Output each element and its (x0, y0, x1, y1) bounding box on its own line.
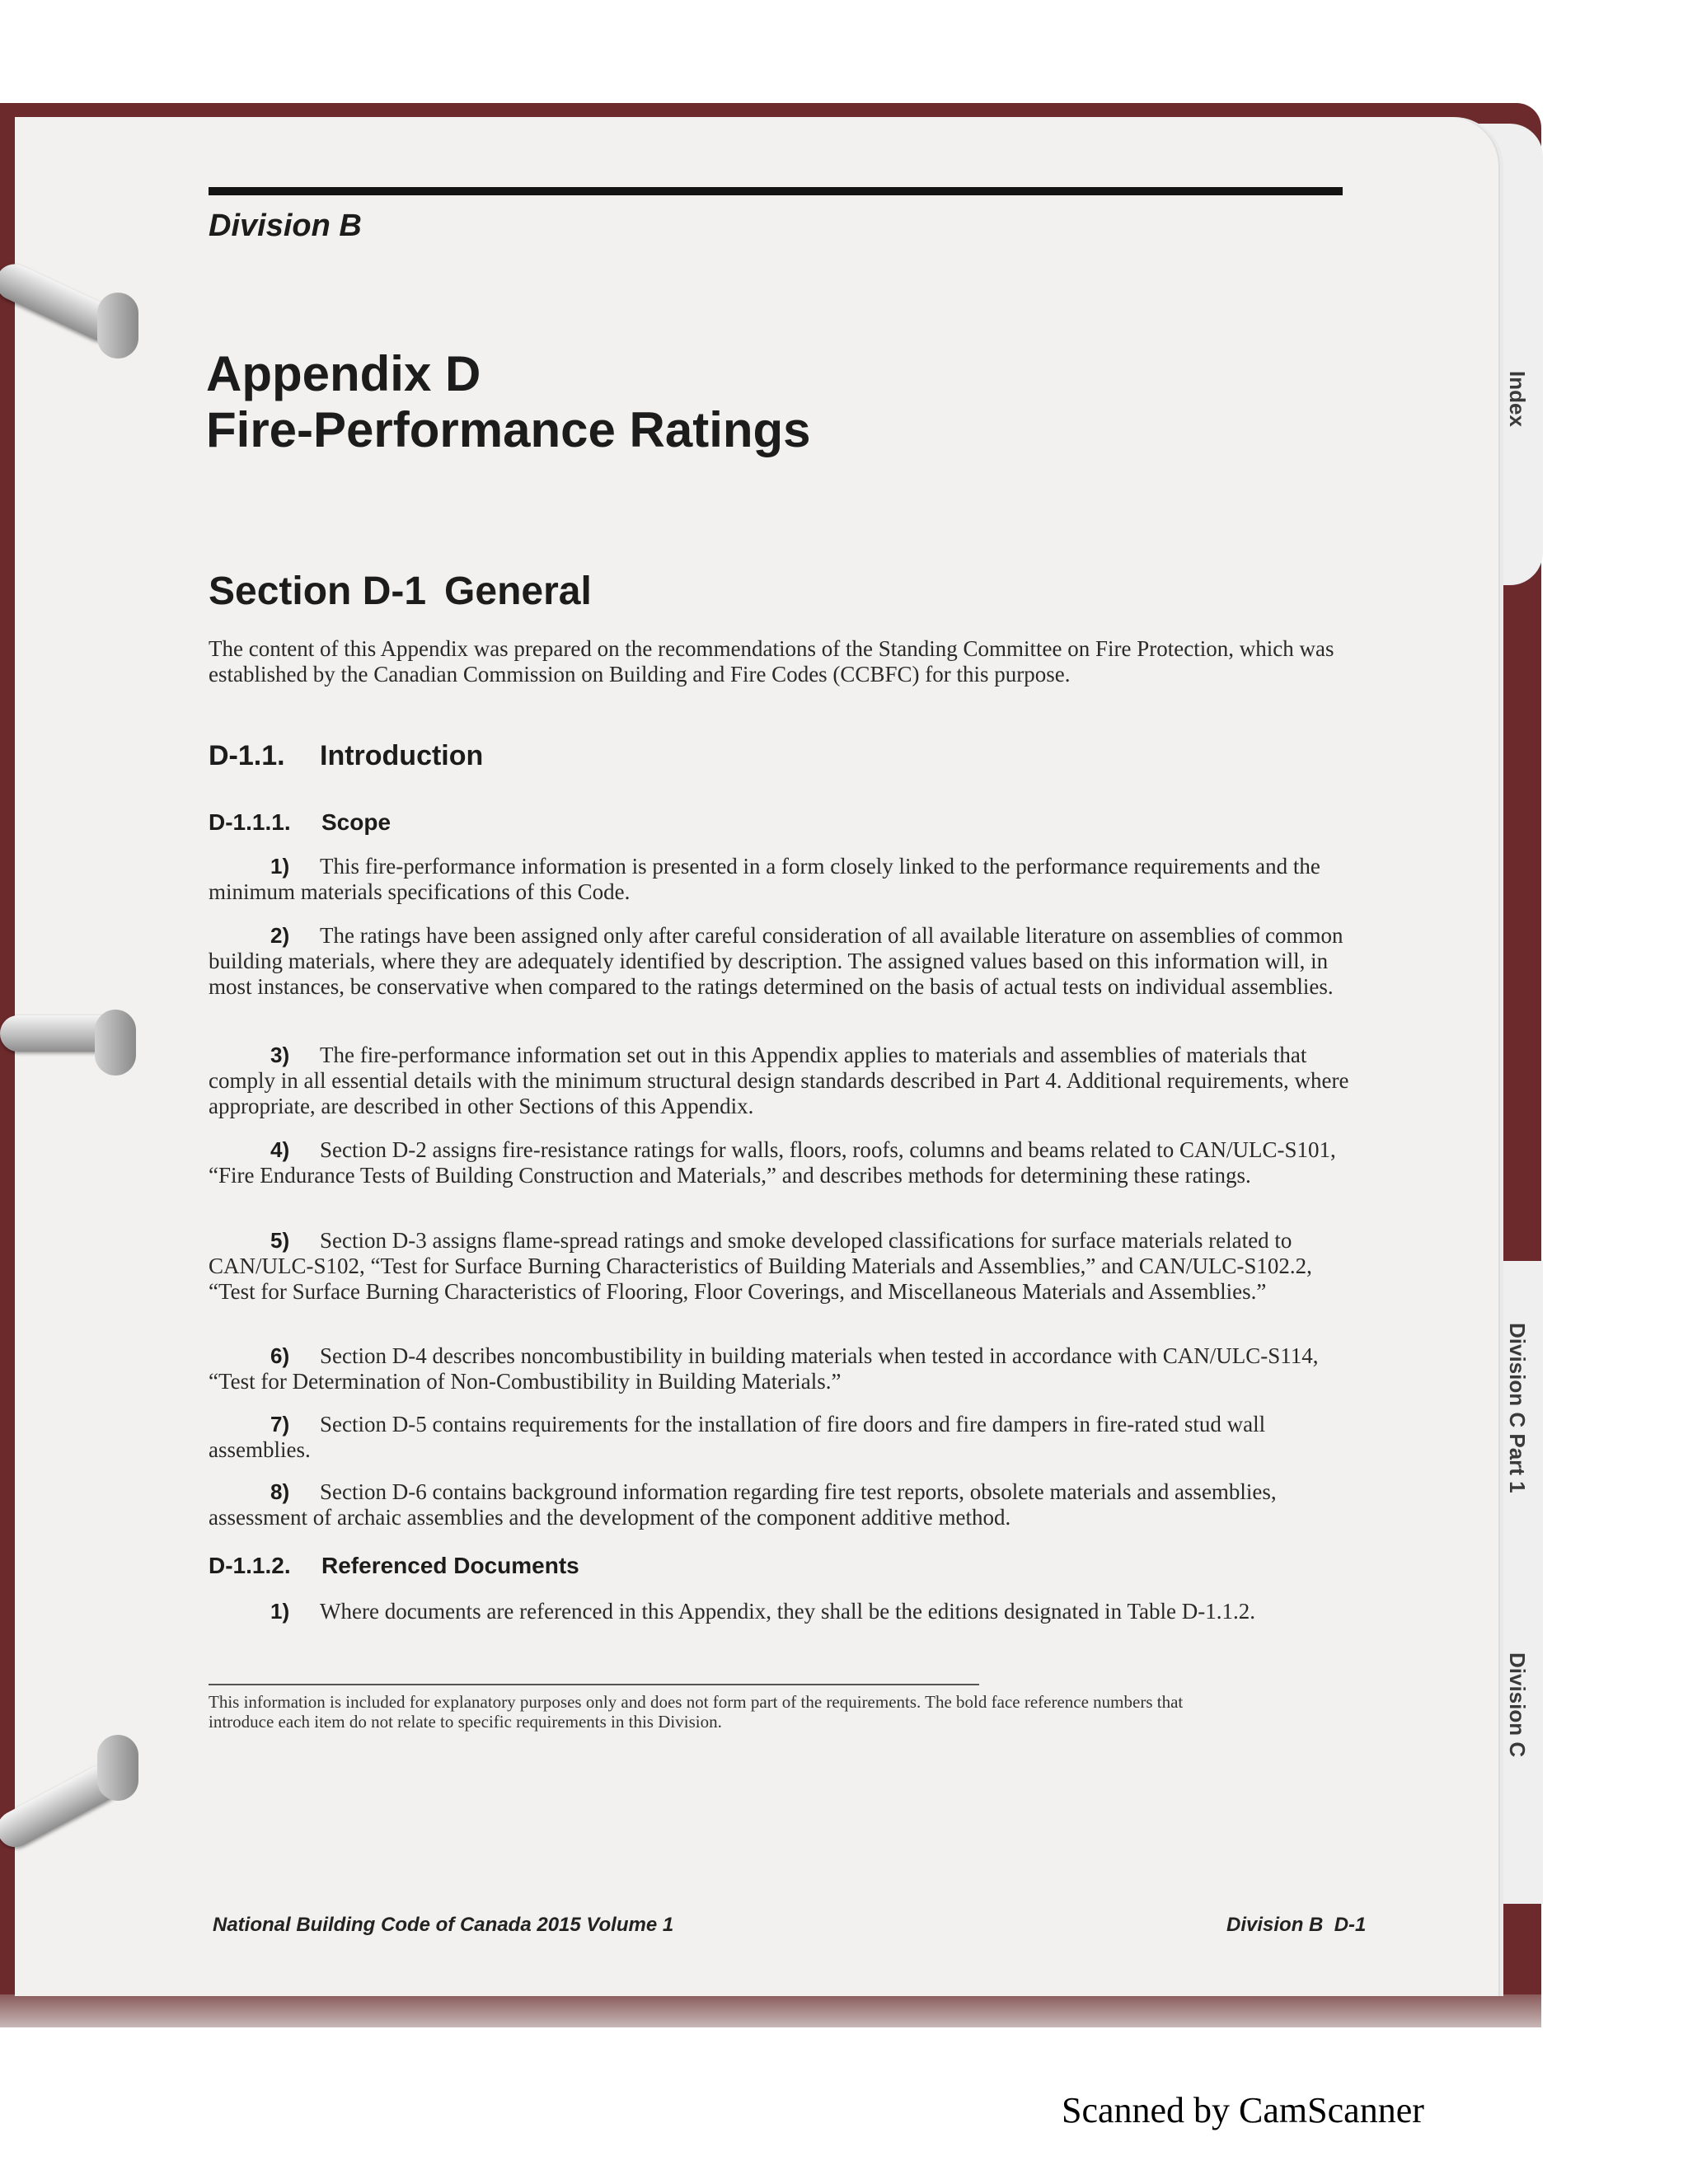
section-number: Section D-1 (209, 569, 427, 613)
refdocs-clause-1 (209, 1599, 1362, 1624)
scope-clause-3 (209, 1043, 1362, 1119)
clause-number: 4) (270, 1137, 290, 1162)
subsection-heading-scope (209, 809, 391, 836)
clause-text: The ratings have been assigned only after careful consideration of all available literature on assemblies of common building materials, where they are adequately identified by description. The assigned values based on this information will, in most instances, be conservative when compared to the ratings determined on the basis of actual tests on individual assemblies. (209, 923, 1343, 999)
tab-label-division-c-part2[interactable] (1479, 1652, 1529, 1817)
scope-clause-4 (209, 1137, 1362, 1188)
article-heading-introduction (209, 740, 483, 772)
clause-text: Section D-4 describes noncombustibility in building materials when tested in accordance with CAN/ULC-S114, “Test for Determination of Non-Combustibility in Building Materials.” (209, 1343, 1319, 1394)
binder-ring-bottom-end (97, 1735, 138, 1801)
scope-clause-6 (209, 1343, 1362, 1394)
scope-clause-7 (209, 1412, 1362, 1463)
header-rule (209, 187, 1343, 195)
scanner-watermark: Scanned by CamScanner (1062, 2090, 1424, 2130)
appendix-title-line2: Fire-Performance Ratings (206, 402, 811, 457)
clause-number: 5) (270, 1228, 290, 1253)
footnote: This information is included for explanatory purposes only and does not form part of the requirements. The bold face reference numbers that introduce each item do not relate to specific requirements in this Division. (209, 1692, 1184, 1732)
scope-clause-1 (209, 854, 1362, 905)
running-footer-right: Division B D-1 (1226, 1914, 1367, 1936)
clause-number: 8) (270, 1479, 290, 1504)
binder-ring-middle-end (95, 1010, 136, 1076)
scope-clause-2 (209, 923, 1362, 1000)
tab-part1-text: Part 1 (1505, 1433, 1530, 1493)
tab-label-index[interactable] (1479, 371, 1529, 470)
running-header-division: Division B (209, 209, 362, 243)
subsection-title: Scope (321, 809, 392, 835)
binder-ring-top-end (97, 293, 138, 359)
article-number: D-1.1. (209, 740, 285, 771)
article-title: Introduction (320, 740, 484, 771)
tab-division-c-text-2: Division C (1505, 1652, 1530, 1758)
subsection-number: D-1.1.1. (209, 809, 291, 835)
clause-number: 3) (270, 1043, 290, 1067)
clause-number: 1) (270, 854, 290, 879)
intro-paragraph: The content of this Appendix was prepared on the recommendations of the Standing Committee on Fire Protection, which was established by the Canadian Commission on Building and Fire Codes (CCBFC) for this purpose. (209, 636, 1334, 687)
clause-number: 7) (270, 1412, 290, 1436)
clause-text: This fire-performance information is presented in a form closely linked to the performance requirements and the minimum materials specifications of this Code. (209, 854, 1320, 904)
clause-text: Section D-5 contains requirements for the installation of fire doors and fire dampers in fire-rated stud wall assemblies. (209, 1412, 1266, 1462)
appendix-title-line1: Appendix D (206, 346, 481, 401)
scope-clause-8 (209, 1479, 1362, 1530)
section-heading (209, 569, 592, 614)
clause-number: 6) (270, 1343, 290, 1368)
footnote-rule (209, 1684, 979, 1685)
clause-number: 2) (270, 923, 290, 948)
clause-text: The fire-performance information set out in this Appendix applies to materials and assemblies of materials that comply in all essential details with the minimum structural design standards described in Part 4. Additional requirements, where appropriate, are described in other Sections of this Appendix. (209, 1043, 1349, 1118)
subsection-title: Referenced Documents (321, 1553, 579, 1578)
clause-number: 1) (270, 1599, 290, 1624)
subsection-heading-referenced-documents (209, 1553, 579, 1579)
subsection-number: D-1.1.2. (209, 1553, 291, 1578)
tab-label-division-c-part1[interactable] (1463, 1323, 1529, 1504)
clause-text: Section D-3 assigns flame-spread ratings and smoke developed classifications for surface materials related to CAN/ULC-S102, “Test for Surface Burning Characteristics of Building Materials and Assemblies,” and CAN/ULC-S102.2, “Test for Surface Burning Characteristics of Flooring, Floor Coverings, and Miscellaneous Materials and Assemblies.” (209, 1228, 1312, 1304)
scope-clause-5 (209, 1228, 1362, 1305)
tab-index-text: Index (1505, 371, 1530, 427)
binder-bottom-edge (0, 1994, 1541, 2027)
clause-text: Section D-2 assigns fire-resistance ratings for walls, floors, roofs, columns and beams related to CAN/ULC-S101, “Fire Endurance Tests of Building Construction and Materials,” and describes methods for determining these ratings. (209, 1137, 1336, 1188)
running-footer-left: National Building Code of Canada 2015 Volume 1 (213, 1914, 674, 1936)
clause-text: Where documents are referenced in this Appendix, they shall be the editions designated in Table D-1.1.2. (320, 1599, 1256, 1624)
tab-division-c-text: Division C (1505, 1323, 1530, 1428)
section-title: General (444, 569, 592, 613)
clause-text: Section D-6 contains background information regarding fire test reports, obsolete materials and assemblies, assessment of archaic assemblies and the development of the component additive method. (209, 1479, 1277, 1530)
appendix-title (206, 346, 1278, 458)
